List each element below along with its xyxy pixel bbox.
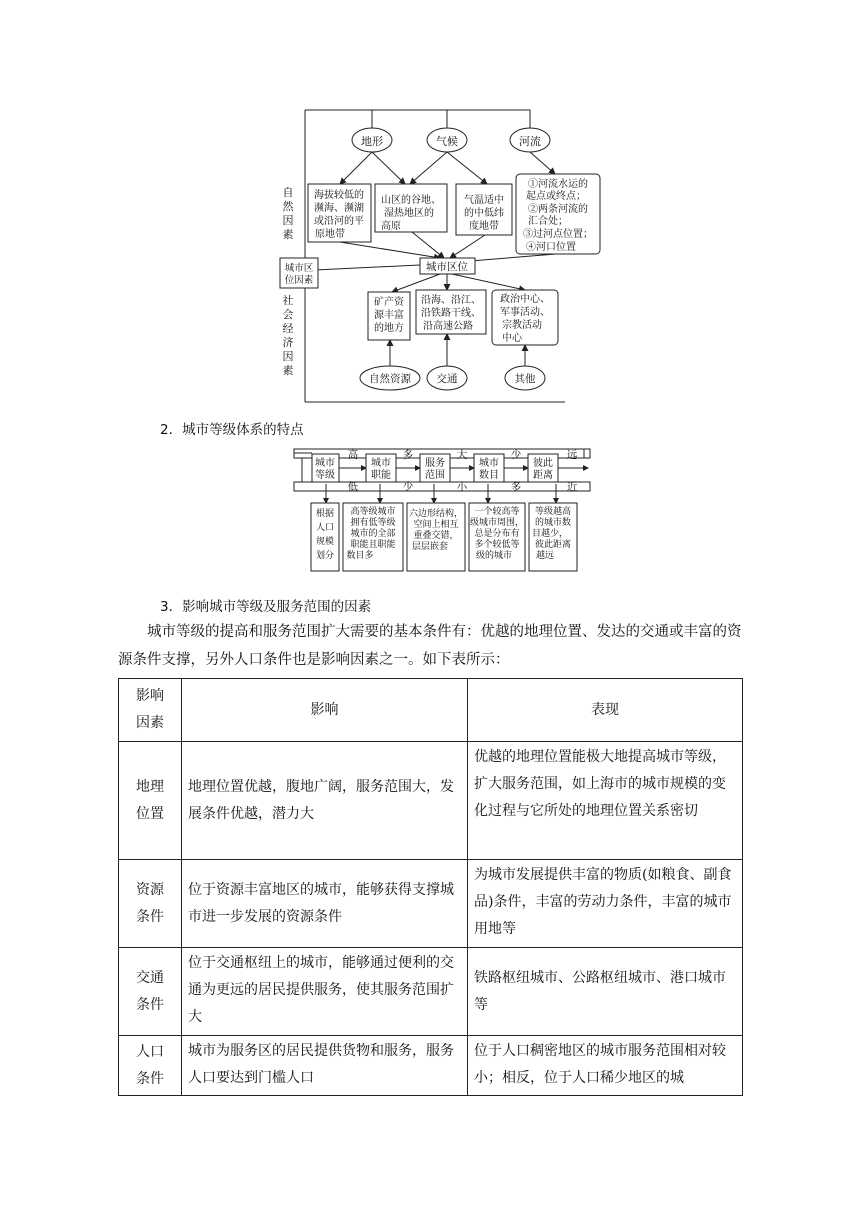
- river-box-line-6: ④河口位置: [526, 242, 576, 253]
- note-1-line-4: 划分: [315, 551, 335, 561]
- bottom-word-5: 近: [566, 481, 578, 493]
- row-impact: 城市为服务区的居民提供货物和服务，服务人口要达到门槛人口: [182, 1036, 468, 1096]
- bottom-word-4: 多: [510, 481, 522, 493]
- location-factors-line-2: 位因素: [284, 275, 314, 286]
- climate-box-line-2: 的中低纬: [464, 208, 504, 219]
- valley-box-line-3: 高原: [381, 221, 401, 232]
- city-count-line-1: 城市: [479, 458, 499, 469]
- note-4-line-4: 多个较低等: [474, 540, 520, 550]
- mineral-box-line-3: 的地方: [374, 323, 404, 334]
- natural-factor-label-1: 自: [282, 186, 294, 199]
- terrain-box-line-4: 原地带: [315, 229, 345, 240]
- political-box-line-1: 政治中心、: [500, 294, 550, 305]
- location-factors-diagram: [270, 100, 610, 410]
- river-box-line-3: ②两条河流的: [528, 204, 588, 215]
- bottom-word-2: 少: [402, 481, 414, 493]
- social-factor-label-3: 经: [282, 322, 294, 335]
- row-factor-line-1: 地理: [136, 778, 164, 795]
- river-label: 河流: [519, 135, 541, 148]
- terrain-box-line-3: 或沿河的平: [314, 216, 364, 227]
- top-word-5: 远: [566, 449, 578, 461]
- terrain-box-line-1: 海拔较低的: [314, 190, 364, 201]
- bottom-word-3: 小: [456, 481, 468, 493]
- row-performance: 位于人口稠密地区的城市服务范围相对较小；相反，位于人口稀少地区的城: [468, 1036, 743, 1096]
- note-5-line-1: 等级越高: [534, 507, 572, 517]
- row-factor-line-1: 交通: [136, 969, 164, 986]
- section-3-heading: 3．影响城市等级及服务范围的因素: [160, 599, 372, 615]
- city-function-line-1: 城市: [371, 458, 391, 469]
- note-3-line-2: 空间上相互: [413, 520, 459, 530]
- row-factor-line-2: 位置: [136, 805, 164, 822]
- bottom-word-1: 低: [347, 481, 359, 493]
- table-row: [119, 860, 743, 948]
- mineral-box-line-1: 矿产资: [374, 297, 404, 308]
- political-box-line-4: 中心: [502, 333, 522, 344]
- note-5-line-3: 目越少，: [531, 529, 569, 539]
- city-level-line-2: 等级: [315, 470, 335, 481]
- note-2-line-1: 高等级城市: [350, 507, 396, 517]
- political-box-line-3: 宗教活动: [502, 320, 542, 331]
- top-word-3: 大: [456, 449, 468, 461]
- social-factor-label-4: 济: [282, 336, 294, 349]
- mineral-box-line-2: 源丰富: [374, 310, 404, 321]
- table-row: [119, 1036, 743, 1096]
- row-factor-line-1: 人口: [136, 1043, 164, 1060]
- header-factor-line-2: 因素: [136, 715, 164, 731]
- social-factor-label-1: 社: [282, 294, 294, 307]
- row-impact: 地理位置优越，腹地广阔，服务范围大，发展条件优越，潜力大: [182, 742, 468, 860]
- row-performance: 优越的地理位置能极大地提高城市等级，扩大服务范围，如上海市的城市规模的变化过程与它所处的地理位置关系密切: [468, 742, 743, 860]
- service-range-line-2: 范围: [425, 470, 445, 481]
- row-factor: [119, 742, 182, 860]
- social-factor-label-5: 因: [282, 350, 294, 363]
- top-word-2: 多: [402, 449, 414, 461]
- terrain-label: 地形: [361, 135, 383, 148]
- transport-label: 交通: [436, 373, 458, 385]
- row-performance: 铁路枢纽城市、公路枢纽城市、港口城市等: [468, 948, 743, 1036]
- table-row: [119, 948, 743, 1036]
- top-word-4: 少: [510, 449, 522, 461]
- valley-box-line-2: 湿热地区的: [384, 208, 434, 219]
- note-1-line-3: 规模: [315, 537, 335, 547]
- note-5-line-2: 的城市数: [534, 518, 572, 528]
- valley-box-line-1: 山区的谷地、: [381, 195, 441, 206]
- other-label: 其他: [514, 373, 536, 385]
- river-box-line-2: 起点或终点；: [526, 191, 586, 202]
- row-factor-line-2: 条件: [136, 996, 164, 1013]
- row-factor-line-2: 条件: [136, 1070, 164, 1087]
- terrain-box-line-2: 濒海、濒湖: [314, 203, 364, 214]
- climate-box-line-3: 度地带: [469, 221, 499, 232]
- row-impact: 位于资源丰富地区的城市，能够获得支撑城市进一步发展的资源条件: [182, 860, 468, 948]
- header-impact: 影响: [182, 679, 468, 742]
- note-4-line-5: 级的城市: [475, 551, 513, 561]
- climate-label: 气候: [436, 135, 458, 148]
- natural-resources-label: 自然资源: [369, 373, 411, 385]
- transport-box-line-3: 沿高速公路: [423, 321, 473, 332]
- top-word-1: 高: [347, 449, 359, 461]
- city-function-line-2: 职能: [371, 470, 391, 481]
- row-factor-line-2: 条件: [136, 908, 164, 925]
- note-5-line-5: 越远: [535, 551, 555, 561]
- distance-line-2: 距离: [533, 470, 553, 481]
- natural-factor-label-4: 素: [282, 228, 294, 241]
- note-2-line-5: 数目多: [346, 551, 374, 561]
- social-factor-label-2: 会: [282, 308, 294, 321]
- table-header-row: [119, 679, 743, 742]
- note-1-line-2: 人口: [315, 523, 335, 533]
- note-3-line-4: 层层嵌套: [411, 542, 449, 552]
- service-range-line-1: 服务: [425, 458, 445, 469]
- city-hierarchy-diagram: [290, 442, 600, 577]
- note-3-line-1: 六边形结构，: [408, 509, 464, 519]
- header-factor-line-1: 影响: [136, 688, 164, 704]
- political-box-line-2: 军事活动、: [500, 307, 550, 318]
- river-box-line-1: ①河流水运的: [528, 179, 588, 190]
- river-box-line-5: ③过河点位置；: [523, 229, 593, 240]
- row-impact: 位于交通枢纽上的城市，能够通过便利的交通为更远的居民提供服务，使其服务范围扩大: [182, 948, 468, 1036]
- row-factor: [119, 860, 182, 948]
- climate-box-line-1: 气温适中: [464, 195, 504, 206]
- city-count-line-2: 数目: [479, 470, 499, 481]
- row-factor-line-1: 资源: [136, 881, 164, 898]
- row-factor: [119, 948, 182, 1036]
- river-box-line-4: 汇合处；: [528, 216, 568, 227]
- city-location-hub-label: 城市区位: [426, 261, 468, 273]
- section-2-heading: 2．城市等级体系的特点: [160, 422, 304, 438]
- natural-factor-label-3: 因: [282, 214, 294, 227]
- note-1-line-1: 根据: [315, 509, 335, 519]
- factors-table: [118, 678, 743, 1096]
- note-5-line-4: 彼此距离: [534, 540, 572, 550]
- social-factor-label-6: 素: [282, 364, 294, 377]
- note-4-line-3: 总是分布有: [474, 529, 520, 539]
- transport-box-line-1: 沿海、沿江、: [421, 295, 481, 306]
- note-3-line-3: 重叠交错，: [413, 531, 459, 541]
- header-performance: 表现: [468, 679, 743, 742]
- distance-line-1: 彼此: [533, 458, 553, 469]
- note-2-line-3: 城市的全部: [350, 529, 396, 539]
- city-level-line-1: 城市: [315, 458, 335, 469]
- note-4-line-2: 级城市周围，: [469, 518, 525, 528]
- intro-paragraph: 城市等级的提高和服务范围扩大需要的基本条件有：优越的地理位置、发达的交通或丰富的资源条件支撑，另外人口条件也是影响因素之一。如下表所示：: [118, 624, 742, 668]
- note-2-line-4: 职能且职能: [350, 540, 396, 550]
- transport-box-line-2: 沿铁路干线、: [421, 308, 481, 319]
- location-factors-line-1: 城市区: [284, 263, 314, 274]
- note-2-line-2: 拥有低等级: [350, 518, 396, 528]
- header-factor: [119, 679, 182, 742]
- table-row: [119, 742, 743, 860]
- note-4-line-1: 一个较高等: [474, 507, 520, 517]
- natural-factor-label-2: 然: [282, 200, 294, 213]
- row-performance: 为城市发展提供丰富的物质(如粮食、副食品)条件，丰富的劳动力条件，丰富的城市用地等: [468, 860, 743, 948]
- row-factor: [119, 1036, 182, 1096]
